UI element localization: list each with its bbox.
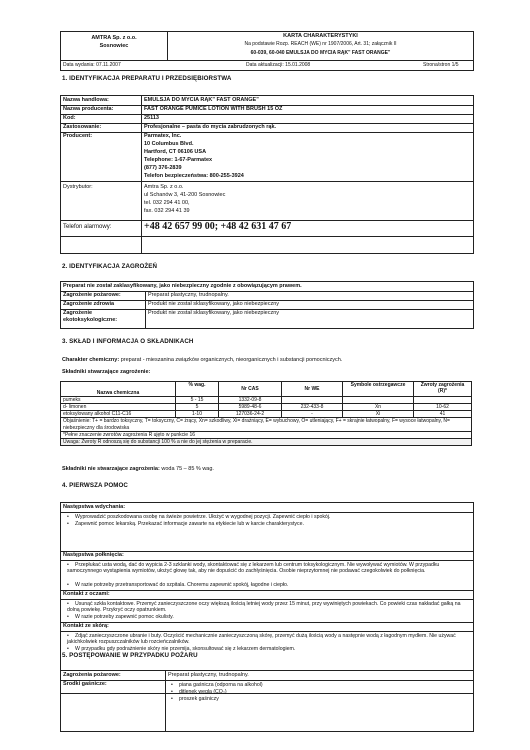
s1-row-line: [61, 181, 473, 182]
extinguishing-media-label: Środki gaśnicze:: [63, 681, 107, 687]
code-value: 25113: [144, 115, 159, 121]
table-cell: [343, 397, 414, 404]
distributor-line: Amtra Sp. z o.o.: [144, 184, 184, 190]
producer-line: 10 Columbus Blvd.: [144, 141, 194, 147]
s4-row-line: [61, 560, 473, 561]
list-item: • Wyprowadzić poszkodowana osobę na świeże powietrze. Ułożyć w wygodnej pozycji. Zapewnić ciepło i spokój.: [67, 514, 331, 520]
list-item: • W razie potrzeby zapewnić pomoc okulisty.: [67, 614, 174, 620]
producer-name-value: FAST ORANGE PUMICE LOTION WITH BRUSH 15 OZ: [144, 106, 283, 112]
fire-hazards-label: Zagrożenia pożarowe:: [63, 672, 121, 678]
table-row: [61, 404, 472, 411]
producer-line: Telephone: 1-67-Parmatex: [144, 157, 213, 163]
inhalation-label: Następstwa wdychania:: [63, 504, 126, 510]
producer-line: (877) 376-2839: [144, 165, 182, 171]
table-row: [61, 397, 472, 404]
eye-contact-label: Kontakt z oczami:: [63, 591, 110, 597]
s4-row-line: [61, 599, 473, 600]
col-risk-phrases: Zwroty zagrożenia (R)*: [414, 382, 472, 397]
skin-contact-label: Kontakt ze skórą:: [63, 623, 109, 629]
producer-name-label: Nazwa producenta:: [63, 106, 114, 112]
table-cell: 127036-24-2: [219, 411, 282, 418]
table-cell: 5: [176, 404, 219, 411]
section-1-table: [60, 95, 474, 254]
classification-notice: Preparat nie został zaklasyfikowany, jako niebezpieczny zgodnie z obowiązującym prawem.: [63, 283, 302, 289]
table-cell: pumeks: [61, 397, 176, 404]
list-item: • Zapewnić pomoc lekarską. Przekazać informacje zawarte na etykiecie lub w karcie charakterystyce.: [67, 521, 304, 527]
distributor-line: fax. 032 294 41 39: [144, 208, 190, 214]
section-5-title: 5. POSTĘPOWANIE W PRZYPADKU POŻARU: [62, 652, 198, 659]
eco-hazard-value: Produkt nie został sklasyfikowany, jako niebezpieczny: [148, 310, 280, 316]
trade-name-value: EMULSJA DO MYCIA RĄK" FAST ORANGE": [144, 97, 259, 103]
ingestion-item: W razie potrzeby przetransportować do szpitala. Choremu zapewnić spokój, łagodne i ciepło.: [75, 582, 289, 588]
list-item: • ditlenek węgla (CO₂): [171, 689, 227, 695]
section-3-title: 3. SKŁAD I INFORMACJA O SKŁADNIKACH: [62, 338, 194, 345]
table-cell: [414, 397, 472, 404]
s4-row-line: [61, 622, 473, 623]
chemical-character: [62, 357, 342, 363]
table-cell: 1-10: [176, 411, 219, 418]
list-item: • W przypadku gdy podrażnienie skóry nie przemija, skonsultować się z lekarzem dermatologiem.: [67, 646, 296, 652]
table-cell: -: [282, 411, 343, 418]
list-item: • W razie potrzeby przetransportować do szpitala. Choremu zapewnić spokój, łagodne i ciepło.: [67, 582, 289, 588]
col-weight-percent: % wag.: [176, 382, 219, 397]
producer-line: Hartford, CT 06106 USA: [144, 149, 207, 155]
section-1-title: 1. IDENTYFIKACJA PREPARATU I PRZEDSIĘBIORSTWA: [62, 75, 232, 82]
table-cell: 232-433-8: [282, 404, 343, 411]
table-cell: 5 - 15: [176, 397, 219, 404]
inhalation-item: Wyprowadzić poszkodowana osobę na świeże powietrze. Ułożyć w wygodnej pozycji. Zapewnić ciepło i spokój.: [75, 514, 331, 520]
non-hazardous-label: Składniki nie stwarzające zagrożenia:: [62, 466, 160, 472]
table-row: [61, 411, 472, 418]
non-hazardous-components: [62, 466, 214, 472]
fire-hazards-value: Preparat plastyczny, trudnopalny.: [168, 672, 249, 678]
table-cell: etoksylowany alkohol C11-C16: [61, 411, 176, 418]
table-row: [61, 439, 472, 446]
s2-row-line: [61, 291, 473, 292]
extinguishing-media-item: piana gaśnicza (odporna na alkohol): [179, 682, 263, 688]
legend-footnote: Objaśnienie: T+ = bardzo toksyczny, T= toksyczny, C= żrący, Xn= szkodliwy, Xi= drażniący, E= wybuchowy, O= utleniający, F+ = skrajnie łatwopalny, F= wysoce łatwopalny, N= niebezpieczny dla środowiska: [61, 418, 472, 432]
list-item: • proszek gaśniczy: [171, 696, 219, 702]
distributor-line: ul Schanów 3, 41-200 Sosnowiec: [144, 192, 226, 198]
code-label: Kod:: [63, 115, 76, 121]
inhalation-item: Zapewnić pomoc lekarską. Przekazać informacje zawarte na etykiecie lub w karcie charakterystyce.: [75, 521, 304, 527]
distributor-label: Dystrybutor:: [63, 184, 93, 190]
fire-hazard-value: Preparat plastyczny, trudnopalny.: [148, 292, 229, 298]
table-row: [61, 418, 472, 432]
table-cell: 41: [414, 411, 472, 418]
emergency-phone-label: Telefon alarmowy:: [63, 224, 112, 230]
s5-row-line: [61, 680, 473, 681]
health-hazard-label: Zagrożenie zdrowia: [63, 301, 115, 307]
s1-row-line: [61, 236, 473, 237]
usage-value: Profesjonalne – pasta do mycia zabrudzonych rąk.: [144, 124, 277, 130]
header-box: [60, 31, 474, 71]
update-date: Data aktualizacji: 15.01.2008: [246, 62, 311, 68]
eco-hazard-label: Zagrożenie ekotoksykologiczne:: [63, 310, 118, 323]
producer-line: Parmatex, Inc.: [144, 133, 182, 139]
s4-row-line: [61, 590, 473, 591]
distributor-line: tel. 032 294 41 00,: [144, 200, 190, 206]
list-item: • Zdjąć zanieczyszczone ubranie i buty. Oczyścić mechanicznie zanieczyszczoną skórę, przemyć dużą ilością wody a następnie wodą z łagodnym mydłem. Nie używać jakichkolwiek rozpuszczalników lub rozcieńczalników.: [67, 633, 456, 646]
producer-label: Producent:: [63, 133, 93, 139]
col-chemical-name: Nazwa chemiczna: [61, 382, 176, 397]
s1-row-line: [61, 132, 473, 133]
list-item: • Przepłukać usta wodą, dać do wypicia 2-3 szklanki wody, skontaktować się z lekarzem lub centrum toksykologicznym. Nie wywoływać wymiotów. W przypadku samoczynnego wystąpienia wymiotów, ułożyć głowę tak, aby nie dopuścić do zachłyśnięcia. Osobie nieprzytomnej nie podawać czegokolwiek do połknięcia.: [67, 562, 440, 575]
r-phrases-note: Uwaga: Zwroty R odnoszą się do substancji 100 % a nie do jej stężenia w preparacie.: [61, 439, 472, 446]
product-line: 60-039, 60-040 EMULSJA DO MYCIA RĄK" FAST ORANGE": [250, 50, 391, 56]
table-cell: Xi: [343, 411, 414, 418]
usage-label: Zastosowanie:: [63, 124, 102, 130]
section-2-title: 2. IDENTYFIKACJA ZAGROŻEŃ: [62, 263, 158, 270]
first-aid-table: [60, 502, 474, 694]
s1-row-line: [61, 114, 473, 115]
company-city: Sosnowiec: [99, 43, 129, 49]
table-cell: d- limonen: [61, 404, 176, 411]
skin-contact-item: Zdjąć zanieczyszczone ubranie i buty. Oczyścić mechanicznie zanieczyszczoną skórę, przemyć dużą ilością wody a następnie wodą z łagodnym mydłem. Nie używać jakichkolwiek rozpuszczalników lub rozcieńczalników.: [67, 633, 456, 646]
emergency-phone-value: +48 42 657 99 00; +48 42 631 47 67: [144, 221, 292, 232]
table-cell: 5989-48-6: [219, 404, 282, 411]
non-hazardous-text: woda 75 – 85 % wag.: [161, 466, 214, 472]
list-item: • piana gaśnicza (odporna na alkohol): [171, 682, 263, 688]
chemical-character-text: preparat - mieszanina związków organicznych, nieorganicznych i substancji pomocniczych.: [120, 357, 343, 363]
list-item: • Usunąć szkła kontaktowe. Przemyć zanieczyszczone oczy większą ilością letniej wody przez 15 minut, przy wywiniętych powiekach. Co powieki czas nakładać gałką na dolną powiekę. Przykryć oczy opatrunkiem.: [67, 601, 461, 614]
skin-contact-item: W przypadku gdy podrażnienie skóry nie przemija, skonsultować się z lekarzem dermatologiem.: [75, 646, 296, 652]
s1-col-divider: [141, 96, 142, 253]
header-divider-h: [61, 60, 473, 61]
ingestion-label: Następstwa połknięcia:: [63, 552, 124, 558]
extinguishing-media-item: proszek gaśniczy: [179, 696, 219, 702]
r-phrases-footnote: *Pełne znaczenie zwrotów zagrożenia R ujęto w punkcie 16: [61, 432, 472, 439]
eye-contact-item: W razie potrzeby zapewnić pomoc okulisty.: [75, 614, 174, 620]
col-warning-symbols: Symbole ostrzegawcze: [343, 382, 414, 397]
components-header-row: [61, 382, 472, 397]
fire-hazard-label: Zagrożenie pożarowe:: [63, 292, 121, 298]
trade-name-label: Nazwa handlowa:: [63, 97, 109, 103]
col-cas-number: Nr CAS: [219, 382, 282, 397]
s4-row-line: [61, 512, 473, 513]
fire-table: [60, 670, 474, 732]
company-name: AMTRA Sp. z o.o.: [91, 35, 137, 41]
components-table: [60, 381, 472, 446]
col-ec-number: Nr WE: [282, 382, 343, 397]
document-title: KARTA CHARAKTERYSTYKI: [283, 33, 358, 39]
s4-row-line: [61, 631, 473, 632]
health-hazard-value: Produkt nie został sklasyfikowany, jako niebezpieczny: [148, 301, 280, 307]
chemical-character-label: Charakter chemiczny:: [62, 357, 120, 363]
eye-contact-item: Usunąć szkła kontaktowe. Przemyć zanieczyszczone oczy większą ilością letniej wody przez 15 minut, przy wywiniętych powiekach. Co powieki czas nakładać gałką na dolną powiekę. Przykryć oczy opatrunkiem.: [67, 601, 461, 614]
issue-date: Data wydania: 07.11.2007: [63, 62, 121, 68]
hazardous-components-label: Składniki stwarzające zagrożenie:: [62, 369, 151, 375]
table-row: [61, 432, 472, 439]
table-cell: 10-62: [414, 404, 472, 411]
regulation-text: Na podstawie Rozp. REACH (WE) nr 1907/2006, Art. 31; załącznik II: [244, 41, 397, 47]
section-4-title: 4. PIERWSZA POMOC: [62, 482, 128, 489]
table-cell: Xn: [343, 404, 414, 411]
section-2-table: [60, 281, 474, 329]
ingestion-item: Przepłukać usta wodą, dać do wypicia 2-3 szklanki wody, skontaktować się z lekarzem lub centrum toksykologicznym. Nie wywoływać wymiotów. W przypadku samoczynnego wystąpienia wymiotów, ułożyć głowę tak, aby nie dopuścić do zachłyśnięcia. Osobie nieprzytomnej nie podawać czegokolwiek do połknięcia.: [67, 562, 440, 575]
producer-line: Telefon bezpieczeństwa: 800-255-3924: [144, 173, 244, 179]
extinguishing-media-item: ditlenek węgla (CO₂): [179, 689, 227, 695]
s2-col-divider: [145, 291, 146, 328]
table-cell: 1332-09-8: [219, 397, 282, 404]
page-number: Strona/stron 1/5: [423, 62, 459, 68]
table-cell: [282, 397, 343, 404]
